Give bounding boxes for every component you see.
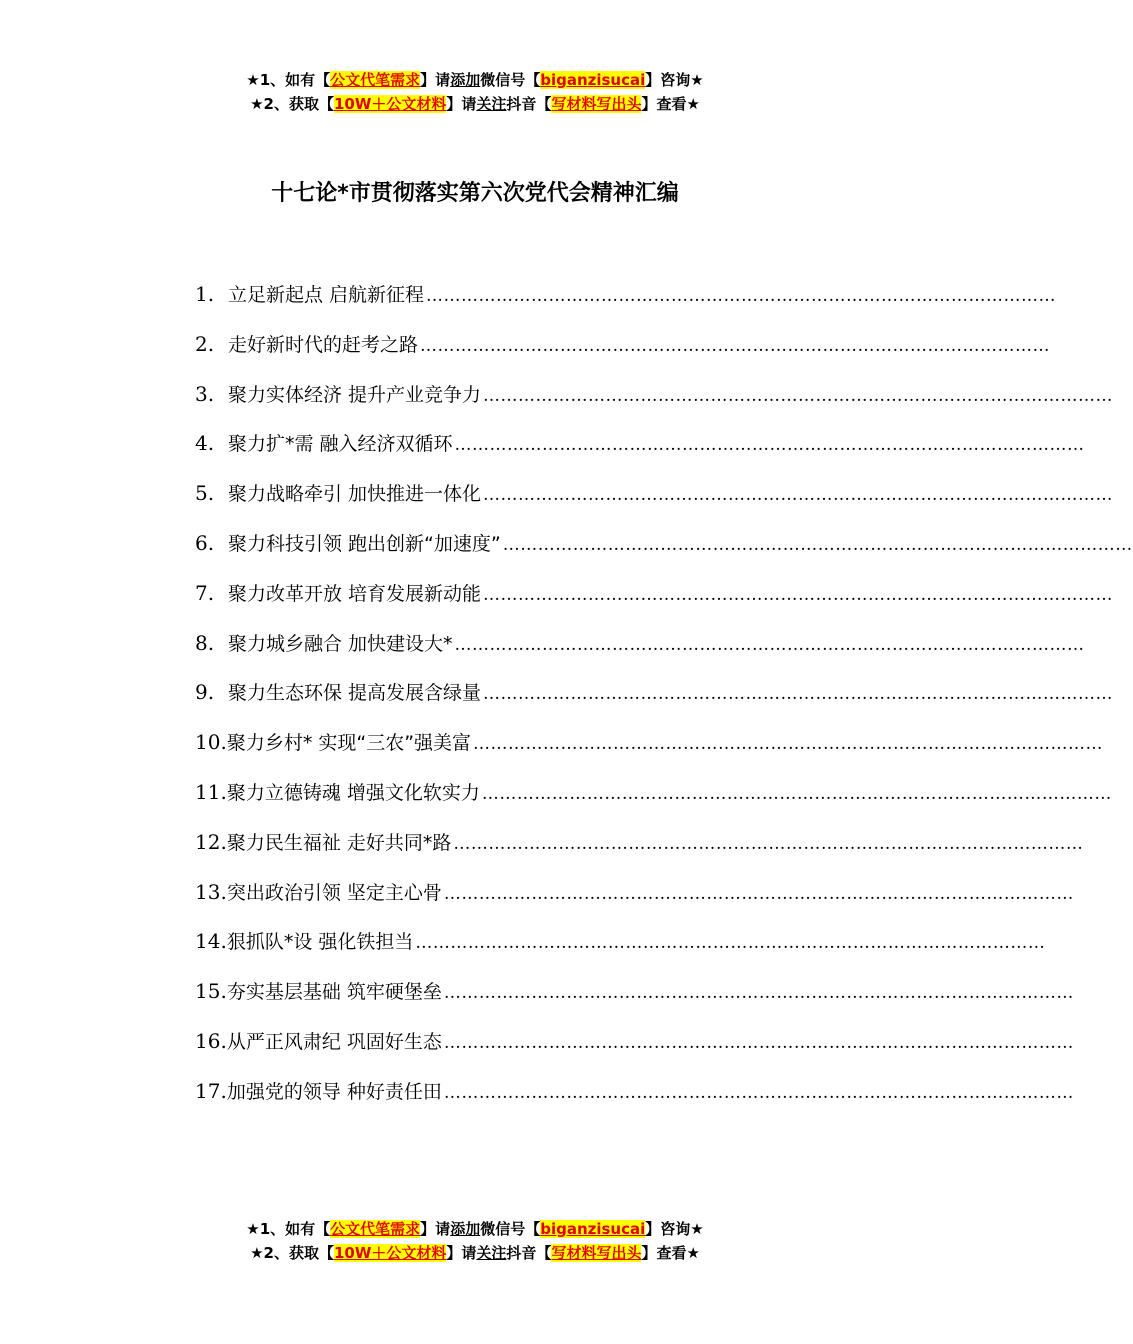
toc-item-title: 聚力战略牵引 加快推进一体化 [228,483,482,506]
toc-item[interactable] [195,923,1046,973]
toc-dot-leader: ……………………………………………………………………………………………… [415,933,1046,954]
toc-item-number: 7. [195,580,215,605]
toc-item[interactable] [195,625,1085,675]
toc-item-title: 聚力扩*需 融入经济双循环 [228,433,453,456]
toc-dot-leader: ……………………………………………………………………………………………… [443,983,1074,1004]
toc-item-number: 15. [195,979,227,1004]
toc-item-title: 聚力乡村* 实现“三农”强美富 [226,732,472,755]
banner-line-2: ★2、获取【10W＋公文材料】请关注抖音【写材料写出头】查看★ [250,95,700,113]
toc-item[interactable] [195,874,1074,924]
toc-item-title: 聚力实体经济 提升产业竞争力 [228,383,482,406]
banner-line-2: ★2、获取【10W＋公文材料】请关注抖音【写材料写出头】查看★ [250,1244,700,1262]
toc-item-title: 立足新起点 启航新征程 [228,284,425,306]
toc-item-number: 13. [195,879,227,904]
toc-item-number: 14. [195,929,227,954]
toc-item-number: 5. [195,481,215,506]
douyin-account: 写材料写出头 [551,1244,642,1262]
toc-item[interactable] [195,674,1114,724]
table-of-contents [195,276,1133,1123]
toc-dot-leader: ……………………………………………………………………………………………… [502,534,1133,555]
toc-item-number: 11. [195,779,227,804]
ghostwriting-highlight: 公文代笔需求 [330,1220,421,1238]
toc-dot-leader: ……………………………………………………………………………………………… [454,634,1085,655]
toc-item[interactable] [195,326,1051,376]
toc-item[interactable] [195,525,1133,575]
douyin-account: 写材料写出头 [551,95,642,113]
toc-item-title: 夯实基层基础 筑牢硬堡垒 [226,981,442,1004]
toc-item-title: 聚力立德铸魂 增强文化软实力 [226,781,480,804]
toc-item-number: 2. [195,331,215,356]
toc-dot-leader: ……………………………………………………………………………………………… [483,485,1114,506]
materials-highlight: 10W＋公文材料 [333,95,447,113]
toc-item[interactable] [195,774,1112,824]
wechat-id: biganzisucai [540,1220,646,1238]
toc-dot-leader: ……………………………………………………………………………………………… [453,833,1084,854]
toc-dot-leader: ……………………………………………………………………………………………… [420,335,1051,356]
toc-item-number: 8. [195,630,215,655]
toc-item-number: 12. [195,829,227,854]
toc-item[interactable] [195,973,1074,1023]
toc-item-title: 走好新时代的赶考之路 [228,333,419,356]
toc-item[interactable] [195,824,1084,874]
toc-dot-leader: ……………………………………………………………………………………………… [443,883,1074,904]
toc-item[interactable] [195,1023,1074,1073]
materials-highlight: 10W＋公文材料 [333,1244,447,1262]
toc-item-number: 4. [195,431,215,456]
toc-item-title: 聚力民生福祉 走好共同*路 [226,831,452,854]
toc-item-number: 1. [195,282,215,306]
toc-dot-leader: ……………………………………………………………………………………………… [481,783,1112,804]
toc-dot-leader: ……………………………………………………………………………………………… [473,734,1104,755]
toc-dot-leader: ……………………………………………………………………………………………… [483,584,1114,605]
toc-dot-leader: ……………………………………………………………………………………………… [483,684,1114,705]
toc-item-number: 9. [195,680,215,705]
toc-item-number: 6. [195,530,215,555]
toc-item-title: 聚力科技引领 跑出创新“加速度” [228,532,501,555]
toc-item[interactable] [195,1073,1074,1123]
toc-item-title: 狠抓队*设 强化铁担当 [226,931,414,954]
wechat-id: biganzisucai [540,71,646,89]
toc-item-title: 从严正风肃纪 巩固好生态 [226,1030,442,1053]
toc-item[interactable] [195,724,1104,774]
toc-item[interactable] [195,475,1114,525]
footer-banner [0,1217,950,1265]
toc-item-title: 突出政治引领 坚定主心骨 [226,881,442,904]
toc-item-title: 聚力城乡融合 加快建设大* [228,632,453,655]
ghostwriting-highlight: 公文代笔需求 [330,71,421,89]
toc-dot-leader: ……………………………………………………………………………………………… [426,286,1057,306]
toc-dot-leader: ……………………………………………………………………………………………… [454,435,1085,456]
toc-item[interactable] [195,575,1114,625]
toc-item[interactable] [195,276,1057,326]
toc-item-title: 聚力改革开放 培育发展新动能 [228,582,482,605]
toc-item-title: 加强党的领导 种好责任田 [226,1080,442,1103]
toc-item-number: 17. [195,1078,227,1103]
toc-dot-leader: ……………………………………………………………………………………………… [443,1082,1074,1103]
toc-dot-leader: ……………………………………………………………………………………………… [443,1032,1074,1053]
toc-dot-leader: ……………………………………………………………………………………………… [483,385,1114,406]
toc-item-number: 16. [195,1028,227,1053]
banner-line-1: ★1、如有【公文代笔需求】请添加微信号【biganzisucai】咨询★ [246,1220,704,1238]
toc-item-number: 3. [195,381,215,406]
toc-item-title: 聚力生态环保 提高发展含绿量 [228,682,482,705]
toc-item-number: 10. [195,730,227,755]
page-title: 十七论*市贯彻落实第六次党代会精神汇编 [271,181,679,206]
header-banner [0,68,950,116]
toc-item[interactable] [195,376,1114,426]
toc-item[interactable] [195,425,1085,475]
banner-line-1: ★1、如有【公文代笔需求】请添加微信号【biganzisucai】咨询★ [246,71,704,89]
